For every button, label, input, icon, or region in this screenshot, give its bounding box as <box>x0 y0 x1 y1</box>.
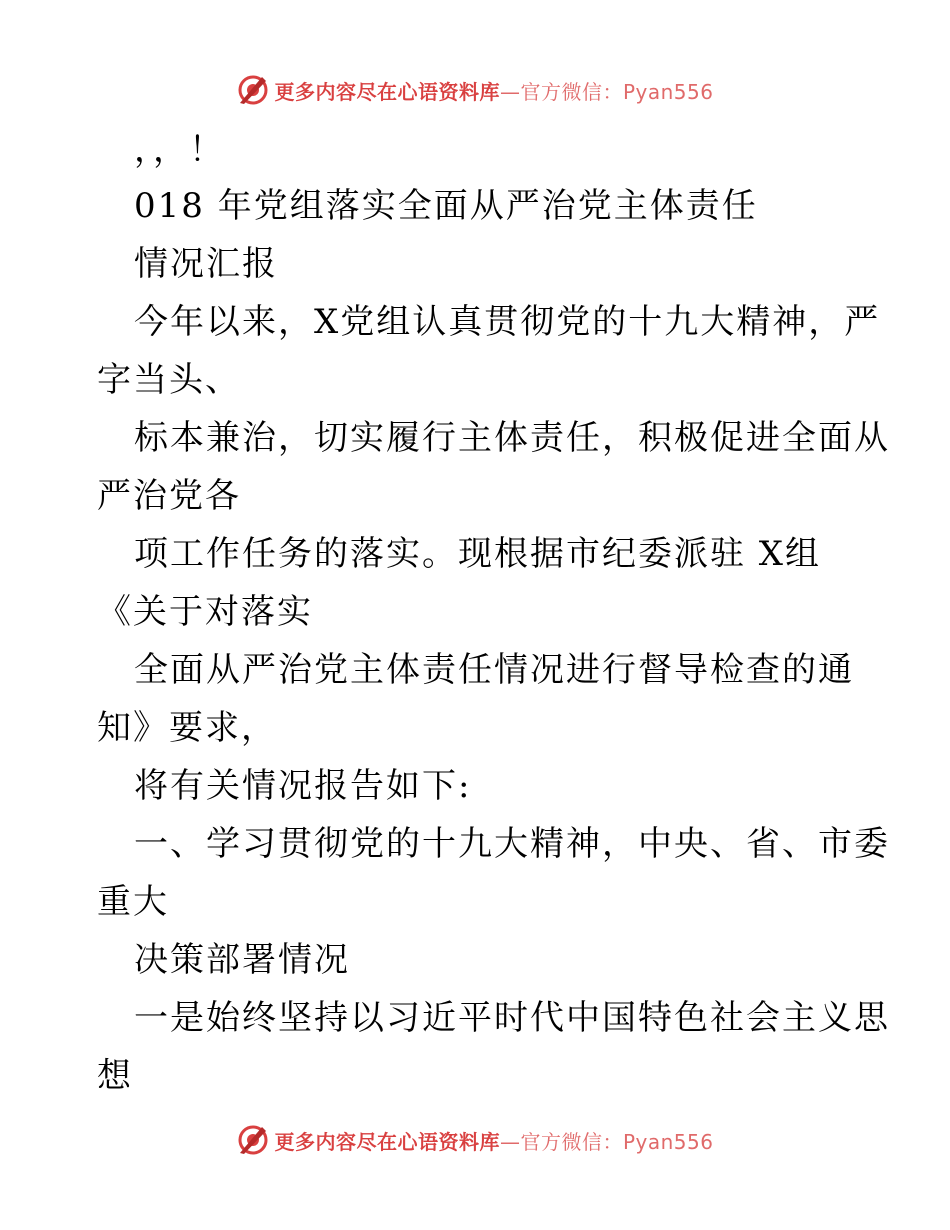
text-line: 一是始终坚持以习近平时代中国特色社会主义思 <box>134 998 890 1038</box>
text-line: 全面从严治党主体责任情况进行督导检查的通 <box>134 650 854 690</box>
text-line: 今年以来，X党组认真贯彻党的十九大精神，严 <box>134 302 881 342</box>
section-heading-line-2: 重大 <box>97 882 169 922</box>
text-line: 想 <box>97 1056 133 1096</box>
watermark-wechat: —官方微信：Pyan556 <box>499 1129 714 1154</box>
document-title-line-1: 018 年党组落实全面从严治党主体责任 <box>134 186 758 226</box>
watermark-brand: 更多内容尽在心语资料库 <box>274 79 500 104</box>
text-line: 项工作任务的落实。现根据市纪委派驻 X组 <box>134 534 822 574</box>
watermark-header <box>0 70 950 110</box>
text-line: 将有关情况报告如下: <box>134 766 472 806</box>
text-line: 字当头、 <box>97 360 241 400</box>
quill-logo-icon <box>236 73 270 107</box>
text-line: 知》要求， <box>97 708 277 748</box>
text-line: 《关于对落实 <box>97 592 313 632</box>
section-heading-line-3: 决策部署情况 <box>134 940 350 980</box>
text-line: ，，！ <box>134 130 225 170</box>
watermark-brand: 更多内容尽在心语资料库 <box>274 1129 500 1154</box>
watermark-footer <box>0 1120 950 1160</box>
document-title-line-2: 情况汇报 <box>134 244 278 284</box>
text-line: 标本兼治，切实履行主体责任，积极促进全面从 <box>134 418 890 458</box>
quill-logo-icon <box>236 1123 270 1157</box>
section-heading-line-1: 一、学习贯彻党的十九大精神，中央、省、市委 <box>134 824 890 864</box>
text-line: 严治党各 <box>97 476 241 516</box>
watermark-wechat: —官方微信：Pyan556 <box>499 79 714 104</box>
